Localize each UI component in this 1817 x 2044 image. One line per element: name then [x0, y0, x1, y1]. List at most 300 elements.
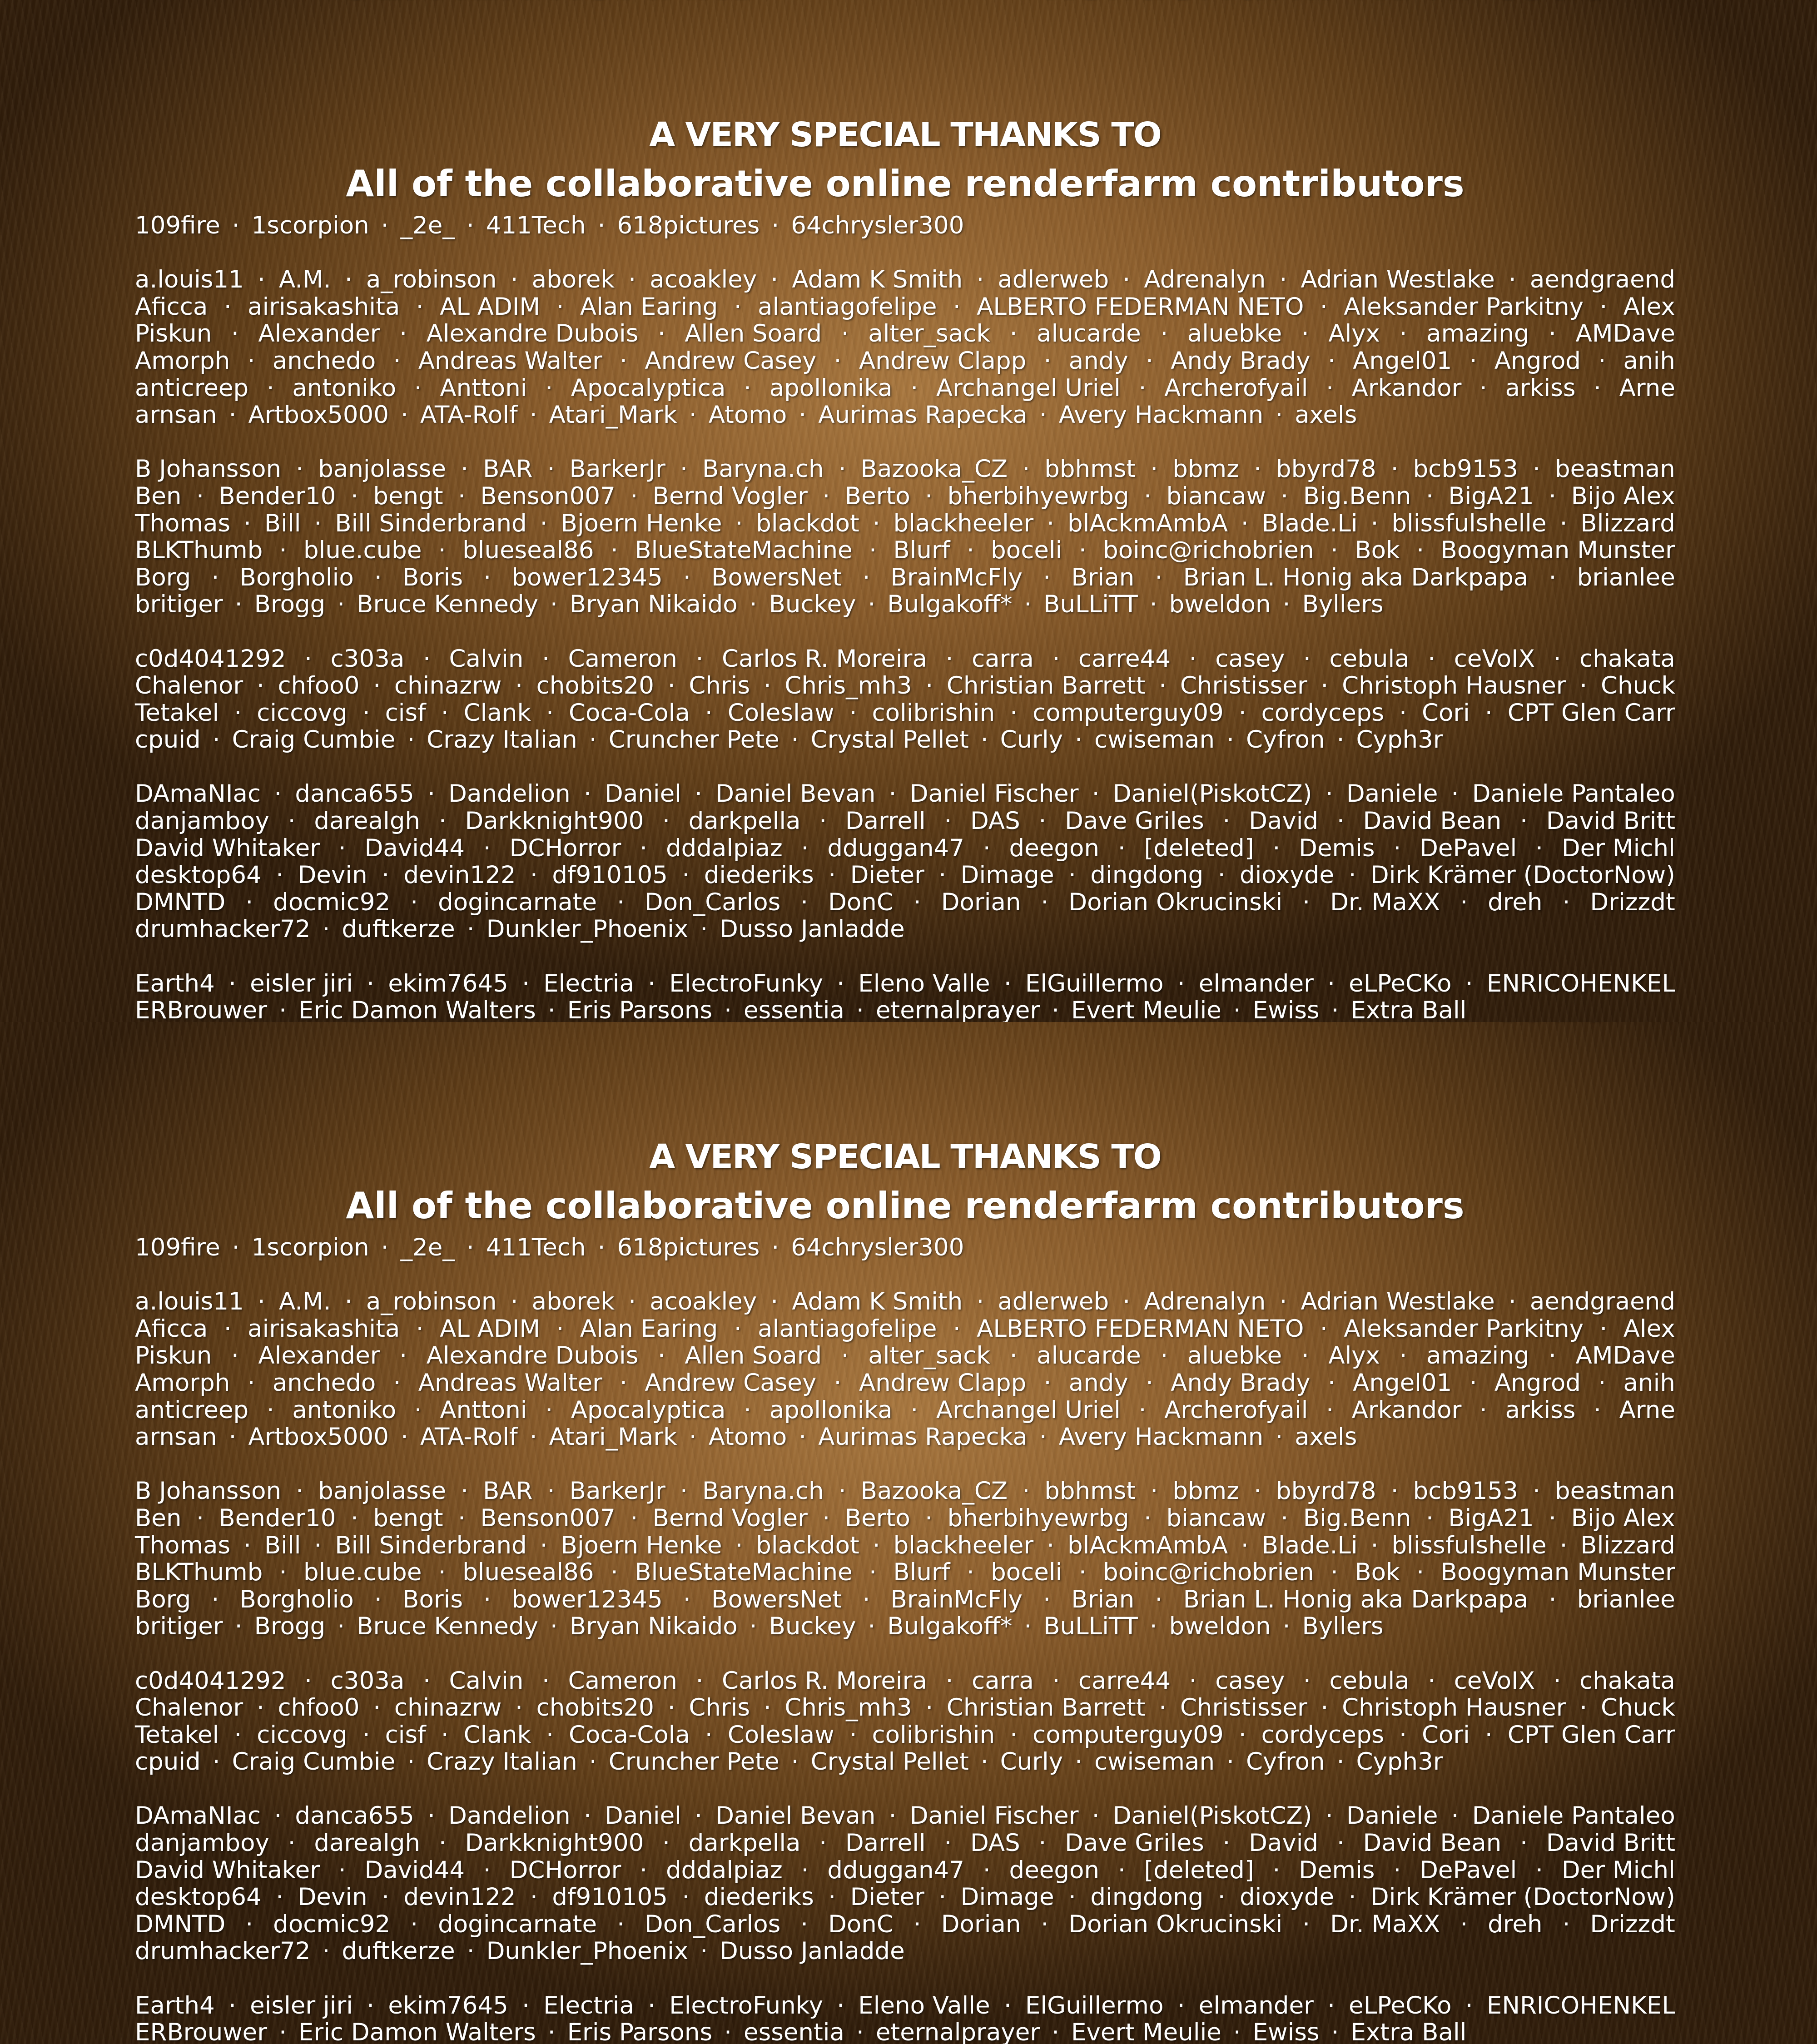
separator-dot: · — [1448, 1911, 1479, 1938]
contributor-name: casey — [1215, 645, 1285, 673]
contributor-name: danjamboy — [135, 808, 269, 835]
contributor-name: docmic92 — [273, 889, 390, 916]
separator-dot: · — [851, 564, 882, 591]
separator-dot: · — [1148, 1342, 1180, 1369]
separator-dot: · — [427, 808, 458, 835]
separator-dot: · — [677, 1424, 709, 1451]
contributor-name: Chris_mh3 — [784, 672, 912, 700]
contributor-name: Dusso Janladde — [720, 916, 905, 943]
contributor-name: Bill Sinderbrand — [335, 1532, 527, 1559]
separator-dot: · — [1497, 266, 1528, 293]
contributor-name: Bill — [264, 1532, 301, 1559]
contributor-name: Daniel(PiskotCZ) — [1113, 780, 1312, 808]
contributor-name: Bok — [1355, 537, 1400, 564]
contributor-name: dogincarnate — [438, 1911, 597, 1938]
contributor-name: Cameron — [568, 1667, 677, 1695]
contributor-name: Carlos R. Moreira — [722, 645, 927, 673]
contributor-name: Adrenalyn — [1144, 266, 1266, 293]
contributor-name: cpuid — [135, 1748, 201, 1776]
contributor-name: danjamboy — [135, 1830, 269, 1857]
contributor-name: AL ADIM — [440, 1315, 540, 1343]
separator-dot: · — [1134, 1369, 1165, 1397]
separator-dot: · — [668, 1478, 700, 1505]
contributor-name: David — [1249, 808, 1318, 835]
separator-dot: · — [382, 347, 413, 375]
separator-dot: · — [1473, 700, 1504, 727]
contributor-name: cpuid — [135, 726, 201, 754]
separator-dot: · — [902, 889, 933, 916]
contributor-name: Thomas — [135, 510, 230, 537]
separator-dot: · — [1132, 483, 1163, 510]
separator-dot: · — [530, 1667, 561, 1695]
separator-dot: · — [1291, 1667, 1323, 1695]
contributor-name: Aficca — [135, 293, 208, 321]
contributor-name: Boris — [402, 1586, 463, 1613]
separator-dot: · — [1035, 1532, 1066, 1559]
separator-dot: · — [217, 402, 248, 429]
separator-dot: · — [1040, 997, 1071, 1022]
thanks-heading: A VERY SPECIAL THANKS TO — [135, 111, 1675, 159]
separator-dot: · — [411, 1667, 442, 1695]
contributor-name: Bijo Alex — [1571, 1505, 1675, 1532]
separator-dot: · — [311, 1938, 342, 1965]
separator-dot: · — [212, 1315, 243, 1343]
separator-dot: · — [1242, 456, 1273, 483]
contributor-name: eternalprayer — [876, 997, 1040, 1022]
contributor-name: DePavel — [1420, 835, 1517, 862]
contributor-name: blAckmAmbA — [1067, 510, 1228, 537]
separator-dot: · — [1448, 889, 1479, 916]
contributor-name: Atomo — [709, 1424, 787, 1451]
separator-dot: · — [1063, 726, 1094, 754]
contributor-name: Chuck — [1601, 1694, 1675, 1722]
contributor-name: A.M. — [279, 266, 331, 293]
contributor-name: chfoo0 — [278, 1694, 360, 1722]
contributor-name: Daniel Bevan — [715, 1802, 875, 1830]
contributor-name: Archangel Uriel — [936, 375, 1121, 402]
separator-dot: · — [913, 672, 945, 700]
contributor-name: aborek — [532, 1288, 615, 1315]
contributor-name: _2e_ — [401, 212, 455, 239]
contributor-name: Extra Ball — [1350, 2019, 1466, 2044]
contributor-name: Bulgakoff* — [887, 591, 1012, 618]
contributor-name: aluebke — [1187, 320, 1282, 347]
separator-dot: · — [857, 537, 889, 564]
separator-dot: · — [1379, 456, 1410, 483]
contributor-name: Eleno Valle — [858, 1992, 990, 2019]
contributor-name: BrainMcFly — [891, 1586, 1023, 1613]
separator-dot: · — [1319, 537, 1350, 564]
contributor-name: Christian Barrett — [947, 1694, 1146, 1722]
separator-dot: · — [789, 835, 821, 862]
contributor-name: Darrell — [845, 1830, 926, 1857]
separator-dot: · — [1508, 1830, 1539, 1857]
contributor-name: Daniel — [605, 780, 681, 808]
contributor-name: Atari_Mark — [549, 402, 677, 429]
separator-dot: · — [913, 483, 944, 510]
separator-dot: · — [825, 1992, 856, 2019]
contributor-name: bengt — [373, 483, 443, 510]
separator-dot: · — [1031, 1586, 1062, 1613]
separator-dot: · — [1314, 1397, 1345, 1424]
contributor-name: BarkerJr — [570, 456, 665, 483]
contributor-name: Dunkler_Phoenix — [487, 1938, 689, 1965]
contributor-name: blackdot — [756, 1532, 859, 1559]
separator-dot: · — [1057, 1884, 1088, 1911]
separator-dot: · — [810, 1505, 842, 1532]
contributor-name: bcb9153 — [1413, 1478, 1518, 1505]
contributor-name: Darkknight900 — [465, 808, 644, 835]
contributor-name: bweldon — [1169, 591, 1271, 618]
separator-dot: · — [722, 1315, 754, 1343]
separator-dot: · — [1454, 970, 1485, 997]
contributor-name: Chris_mh3 — [784, 1694, 912, 1722]
separator-dot: · — [404, 1315, 436, 1343]
contributor-name: Dr. MaXX — [1330, 1911, 1440, 1938]
separator-dot: · — [1215, 726, 1246, 754]
contributor-name: andy — [1069, 347, 1128, 375]
separator-dot: · — [1468, 1397, 1499, 1424]
separator-dot: · — [1267, 266, 1299, 293]
contributor-name: Alyx — [1328, 320, 1380, 347]
contributor-name: Dr. MaXX — [1330, 889, 1440, 916]
separator-dot: · — [1537, 1505, 1568, 1532]
separator-dot: · — [618, 483, 650, 510]
contributor-name: dduggan47 — [827, 835, 964, 862]
separator-dot: · — [913, 1694, 945, 1722]
thanks-heading: A VERY SPECIAL THANKS TO — [135, 1133, 1675, 1181]
contributor-name: beastman — [1555, 1478, 1675, 1505]
contributor-name: Angel01 — [1353, 347, 1452, 375]
separator-dot: · — [538, 1613, 570, 1640]
separator-dot: · — [857, 1559, 889, 1586]
contributor-name: bbhmst — [1044, 1478, 1136, 1505]
contributor-name: cisf — [385, 700, 426, 727]
contributor-name: Alan Earing — [580, 293, 718, 321]
contributor-name: airisakashita — [248, 1315, 400, 1343]
contributor-name: devin122 — [404, 1884, 516, 1911]
contributor-name: chakata — [1579, 1667, 1675, 1695]
contributor-name: Coleslaw — [728, 700, 834, 727]
contributor-name: Calvin — [449, 1667, 524, 1695]
contributor-name: Christoph Hausner — [1342, 672, 1566, 700]
separator-dot: · — [245, 672, 276, 700]
separator-dot: · — [503, 1694, 535, 1722]
separator-dot: · — [382, 1369, 413, 1397]
contributor-name: Anttoni — [440, 375, 527, 402]
separator-dot: · — [1010, 456, 1042, 483]
separator-dot: · — [577, 726, 609, 754]
contributor-name: David Whitaker — [135, 835, 320, 862]
separator-dot: · — [656, 1694, 687, 1722]
separator-dot: · — [1308, 293, 1340, 321]
separator-dot: · — [387, 320, 419, 347]
separator-dot: · — [670, 1884, 701, 1911]
separator-dot: · — [1032, 347, 1063, 375]
contributor-name: Coca-Cola — [569, 700, 690, 727]
separator-dot: · — [268, 1559, 299, 1586]
contributor-name: Adam K Smith — [792, 266, 963, 293]
contributor-name: CPT Glen Carr — [1508, 1722, 1675, 1749]
contributor-name: bcb9153 — [1413, 456, 1518, 483]
contributor-name: Bernd Vogler — [653, 483, 808, 510]
contributor-name: Cruncher Pete — [609, 1748, 779, 1776]
contributor-name: dingdong — [1090, 1884, 1203, 1911]
contributor-name: aluebke — [1187, 1342, 1282, 1369]
contributor-name: blissfulshelle — [1391, 1532, 1546, 1559]
contributor-name: bbmz — [1172, 1478, 1239, 1505]
contributor-name: Ewiss — [1253, 2019, 1320, 2044]
separator-dot: · — [264, 1884, 295, 1911]
contributor-name: Borgholio — [240, 564, 354, 591]
contributor-name: DMNTD — [135, 1911, 225, 1938]
contributor-name: Arkandor — [1352, 1397, 1462, 1424]
contributor-name: Thomas — [135, 1532, 230, 1559]
contributor-name: alter_sack — [868, 320, 990, 347]
contributor-name: _2e_ — [401, 1234, 455, 1261]
separator-dot: · — [528, 510, 560, 537]
separator-dot: · — [838, 1722, 869, 1749]
contributor-name: cisf — [385, 1722, 426, 1749]
contributor-name: Archerofyail — [1164, 375, 1308, 402]
separator-dot: · — [327, 835, 358, 862]
contributor-name: eisler jiri — [250, 970, 353, 997]
contributor-name: bherbihyewrbg — [948, 483, 1129, 510]
separator-dot: · — [455, 1234, 486, 1261]
separator-dot: · — [789, 1911, 820, 1938]
contributor-name: Ben — [135, 483, 182, 510]
contributor-name: amazing — [1426, 1342, 1529, 1369]
contributor-name: Archangel Uriel — [936, 1397, 1121, 1424]
separator-dot: · — [545, 1315, 576, 1343]
separator-dot: · — [1132, 1505, 1163, 1532]
separator-dot: · — [528, 1532, 560, 1559]
contributor-name: andy — [1069, 1369, 1128, 1397]
separator-dot: · — [246, 266, 277, 293]
contributor-name: BowersNet — [711, 564, 842, 591]
contributor-name: amazing — [1426, 320, 1529, 347]
separator-dot: · — [220, 212, 252, 239]
contributor-name: Berto — [845, 1505, 910, 1532]
separator-dot: · — [267, 997, 298, 1022]
contributor-name: Der Michl — [1562, 1857, 1675, 1884]
separator-dot: · — [1035, 510, 1066, 537]
separator-dot: · — [1040, 1667, 1072, 1695]
separator-dot: · — [1269, 483, 1300, 510]
separator-dot: · — [779, 726, 811, 754]
separator-dot: · — [398, 889, 430, 916]
separator-dot: · — [723, 1532, 755, 1559]
contributor-name: Bazooka_CZ — [861, 1478, 1008, 1505]
contributor-name: alantiagofelipe — [758, 1315, 937, 1343]
contributor-name: c303a — [331, 645, 405, 673]
contributor-name: Dave Griles — [1065, 1830, 1204, 1857]
separator-dot: · — [1320, 997, 1351, 1022]
separator-dot: · — [1537, 1586, 1569, 1613]
separator-dot: · — [245, 1694, 276, 1722]
contributor-name: Aurimas Rapecka — [818, 402, 1028, 429]
separator-dot: · — [572, 1802, 603, 1830]
separator-dot: · — [200, 1586, 231, 1613]
contributor-name: eLPeCKo — [1349, 970, 1451, 997]
contributor-name: Brian — [1071, 1586, 1134, 1613]
separator-dot: · — [1221, 2019, 1253, 2044]
contributor-name: darealgh — [314, 1830, 420, 1857]
contributor-name: bower12345 — [511, 564, 662, 591]
contributor-name: axels — [1295, 402, 1357, 429]
separator-dot: · — [1309, 1694, 1340, 1722]
contributor-name: Crystal Pellet — [811, 726, 969, 754]
contributor-name: Andrew Casey — [645, 347, 816, 375]
separator-dot: · — [1388, 320, 1419, 347]
separator-dot: · — [219, 320, 251, 347]
separator-dot: · — [1227, 1722, 1258, 1749]
contributor-name: Atomo — [709, 402, 787, 429]
contributor-name: Craig Cumbie — [232, 1748, 396, 1776]
separator-dot: · — [223, 1613, 254, 1640]
contributor-name: Cori — [1422, 1722, 1470, 1749]
contributor-name: Coleslaw — [728, 1722, 834, 1749]
contributor-name: aendgraend — [1530, 266, 1675, 293]
contributor-name: ENRICOHENKEL — [1487, 1992, 1675, 2019]
contributor-name: drumhacker72 — [135, 916, 311, 943]
separator-dot: · — [693, 1722, 725, 1749]
separator-dot: · — [233, 889, 265, 916]
contributor-name: Artbox5000 — [248, 1424, 389, 1451]
contributor-name: docmic92 — [273, 1911, 390, 1938]
separator-dot: · — [787, 402, 818, 429]
separator-dot: · — [536, 1478, 567, 1505]
separator-dot: · — [779, 1748, 811, 1776]
contributor-name: a.louis11 — [135, 1288, 244, 1315]
separator-dot: · — [361, 1694, 392, 1722]
contributor-name: blissfulshelle — [1391, 510, 1546, 537]
contributor-name: Berto — [845, 483, 910, 510]
separator-dot: · — [1325, 726, 1356, 754]
separator-dot: · — [807, 808, 839, 835]
contributor-name: ElGuillermo — [1025, 970, 1164, 997]
separator-dot: · — [1206, 862, 1237, 889]
separator-dot: · — [530, 645, 561, 673]
contributor-name: bbmz — [1172, 456, 1239, 483]
contributor-name: ElectroFunky — [669, 970, 823, 997]
contributor-name: danca655 — [295, 780, 414, 808]
separator-dot: · — [1440, 780, 1471, 808]
contributor-name: ekim7645 — [388, 970, 508, 997]
separator-dot: · — [534, 1722, 566, 1749]
contributor-name: Avery Hackmann — [1059, 402, 1264, 429]
contributor-name: Brogg — [254, 1613, 326, 1640]
contributor-name: britiger — [135, 591, 223, 618]
contributor-name: Brian — [1071, 564, 1134, 591]
contributor-name: bower12345 — [511, 1586, 662, 1613]
contributor-name: Bryan Nikaido — [570, 591, 738, 618]
separator-dot: · — [255, 375, 286, 402]
contributor-name: Cyph3r — [1356, 1748, 1443, 1776]
separator-dot: · — [1242, 1478, 1273, 1505]
separator-dot: · — [712, 997, 744, 1022]
contributor-name: cordyceps — [1261, 700, 1384, 727]
separator-dot: · — [534, 700, 566, 727]
contributor-name: antoniko — [292, 375, 396, 402]
contributor-name: diederiks — [704, 1884, 814, 1911]
contributor-name: chobits20 — [536, 672, 654, 700]
contributor-name: Demis — [1299, 1857, 1375, 1884]
separator-dot: · — [212, 293, 243, 321]
contributor-name: colibrishin — [872, 700, 995, 727]
section-title: All of the collaborative online renderfarm contributors — [135, 159, 1675, 209]
contributor-name: a_robinson — [366, 1288, 497, 1315]
separator-dot: · — [1143, 1586, 1175, 1613]
separator-dot: · — [1012, 1613, 1043, 1640]
contributor-name: Bender10 — [218, 1505, 336, 1532]
separator-dot: · — [503, 672, 535, 700]
separator-dot: · — [402, 1397, 434, 1424]
separator-dot: · — [1309, 672, 1340, 700]
separator-dot: · — [518, 1884, 550, 1911]
contributor-name: Eris Parsons — [567, 997, 713, 1022]
contributor-name: ENRICOHENKEL — [1487, 970, 1675, 997]
separator-dot: · — [827, 456, 858, 483]
contributor-name: Byllers — [1302, 1613, 1383, 1640]
contributor-name: brianlee — [1577, 1586, 1675, 1613]
separator-dot: · — [398, 1911, 430, 1938]
contributor-name: B Johansson — [135, 456, 281, 483]
contributor-name: banjolasse — [318, 456, 446, 483]
separator-dot: · — [934, 645, 965, 673]
separator-dot: · — [732, 1397, 763, 1424]
contributor-name: Alex — [1623, 1315, 1675, 1343]
contributor-name: Buckey — [769, 1613, 856, 1640]
separator-dot: · — [1143, 564, 1175, 591]
separator-dot: · — [200, 564, 231, 591]
separator-dot: · — [351, 700, 382, 727]
separator-dot: · — [1127, 375, 1158, 402]
separator-dot: · — [671, 1586, 703, 1613]
contributor-name: [deleted] — [1144, 835, 1254, 862]
contributor-name: Blade.Li — [1262, 1532, 1358, 1559]
separator-dot: · — [1290, 320, 1321, 347]
separator-dot: · — [268, 537, 299, 564]
separator-dot: · — [402, 375, 434, 402]
separator-dot: · — [789, 889, 820, 916]
contributor-name: ceVoIX — [1454, 645, 1535, 673]
contributor-name: Boogyman Munster — [1440, 1559, 1675, 1586]
contributor-name: ceVoIX — [1454, 1667, 1535, 1695]
contributor-name: anchedo — [273, 347, 376, 375]
contributor-name: AMDave — [1576, 1342, 1675, 1369]
contributor-name: Amorph — [135, 347, 230, 375]
separator-dot: · — [844, 2019, 876, 2044]
separator-dot: · — [964, 1288, 996, 1315]
separator-dot: · — [1387, 700, 1419, 727]
contributor-name: dioxyde — [1240, 862, 1334, 889]
separator-dot: · — [1263, 402, 1295, 429]
contributor-name: Blurf — [893, 537, 950, 564]
separator-dot: · — [1263, 1424, 1295, 1451]
contributor-name: britiger — [135, 1613, 223, 1640]
contributor-name: Big.Benn — [1303, 1505, 1411, 1532]
separator-dot: · — [927, 862, 958, 889]
separator-dot: · — [1508, 808, 1539, 835]
separator-dot: · — [1537, 483, 1568, 510]
separator-dot: · — [899, 1397, 930, 1424]
separator-dot: · — [499, 1288, 530, 1315]
separator-dot: · — [370, 1884, 401, 1911]
contributor-name: darealgh — [314, 808, 420, 835]
separator-dot: · — [411, 645, 442, 673]
separator-dot: · — [455, 916, 487, 943]
